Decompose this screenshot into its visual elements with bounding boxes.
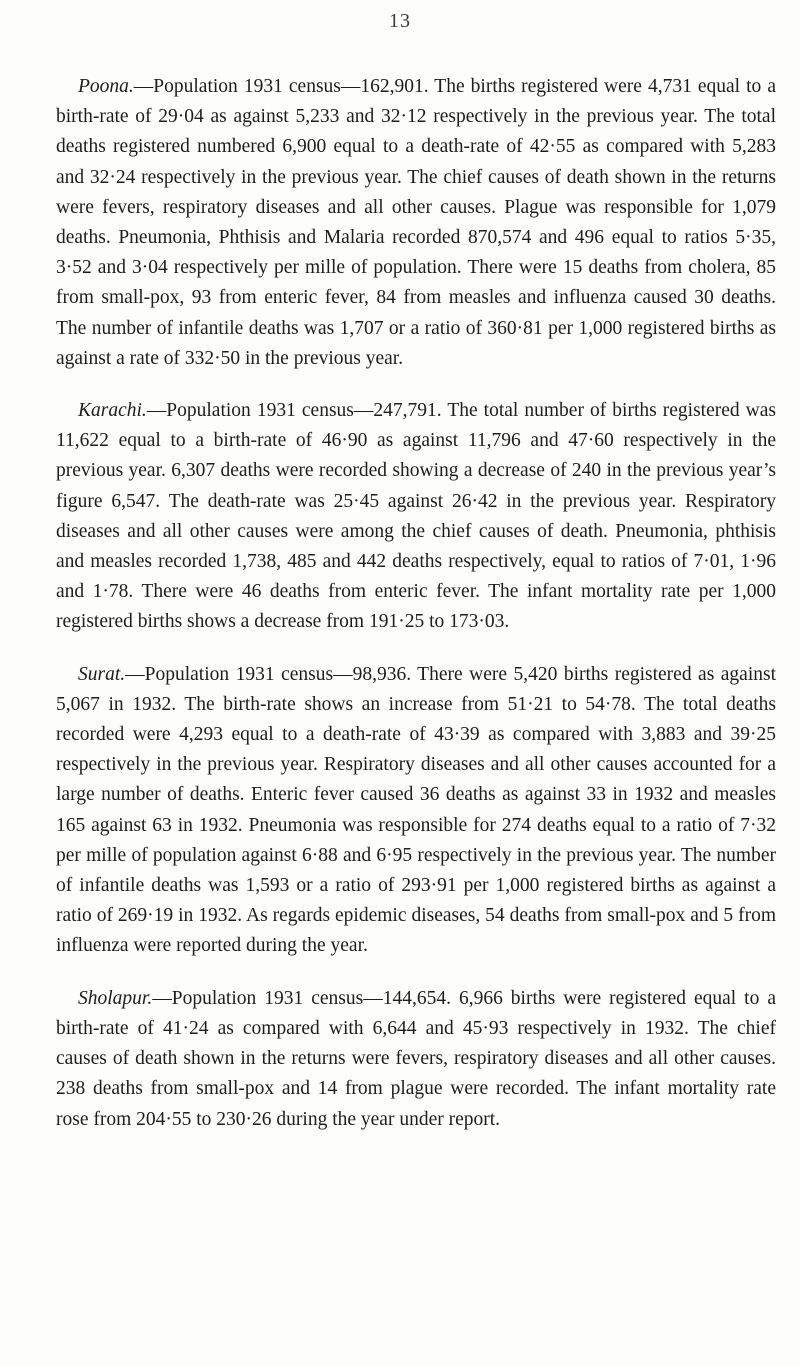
page-number: 13 [389, 10, 411, 32]
place-heading-sholapur: Sholapur. [78, 987, 153, 1009]
paragraph-text-sholapur: —Population 1931 census—144,654. 6,966 births were registered equal to a birth-rate of 41·24 as compared with 6,644 and 45·93 respectively in 1932. The chief causes of death shown in the returns were fevers, respiratory diseases and all other causes. 238 deaths from small-pox and 14 from plague were recorded. The infant mortality rate rose from 204·55 to 230·26 during the year under report. [56, 987, 776, 1130]
report-body [56, 72, 776, 1157]
place-heading-poona: Poona. [78, 76, 134, 97]
place-heading-surat: Surat. [78, 663, 126, 685]
paragraph-text-karachi: —Population 1931 census—247,791. The total number of births registered was 11,622 equal to a birth-rate of 46·90 as against 11,796 and 47·60 respectively in the previous year. 6,307 deaths were recorded showing a decrease of 240 in the previous year’s figure 6,547. The death-rate was 25·45 against 26·42 in the previous year. Respiratory diseases and all other causes were among the chief causes of death. Pneumonia, phthisis and measles recorded 1,738, 485 and 442 deaths respectively, equal to ratios of 7·01, 1·96 and 1·78. There were 46 deaths from enteric fever. The infant mortality rate per 1,000 registered births shows a decrease from 191·25 to 173·03. [56, 400, 776, 633]
place-heading-karachi: Karachi. [78, 400, 147, 422]
paragraph-text-surat: —Population 1931 census—98,936. There were 5,420 births registered as against 5,067 in 1932. The birth-rate shows an increase from 51·21 to 54·78. The total deaths recorded were 4,293 equal to a death-rate of 43·39 as compared with 3,883 and 39·25 respectively in the previous year. Respiratory diseases and all other causes accounted for a large number of deaths. Enteric fever caused 36 deaths as against 33 in 1932 and measles 165 against 63 in 1932. Pneumonia was responsible for 274 deaths equal to a ratio of 7·32 per mille of population against 6·88 and 6·95 respectively in the previous year. The number of infantile deaths was 1,593 or a ratio of 293·91 per 1,000 registered births as against a ratio of 269·19 in 1932. As regards epidemic diseases, 54 deaths from small-pox and 5 from influenza were reported during the year. [56, 663, 776, 957]
paragraph-karachi [56, 396, 776, 638]
paragraph-text-poona: —Population 1931 census—162,901. The births registered were 4,731 equal to a birth-rate of 29·04 as against 5,233 and 32·12 respectively in the previous year. The total deaths registered numbered 6,900 equal to a death-rate of 42·55 as compared with 5,283 and 32·24 respectively in the previous year. The chief causes of death shown in the returns were fevers, respiratory diseases and all other causes. Plague was responsible for 1,079 deaths. Pneumonia, Phthisis and Malaria recorded 870,574 and 496 equal to ratios 5·35, 3·52 and 3·04 respectively per mille of population. There were 15 deaths from cholera, 85 from small-pox, 93 from enteric fever, 84 from measles and influenza caused 30 deaths. The number of infantile deaths was 1,707 or a ratio of 360·81 per 1,000 registered births as against a rate of 332·50 in the previous year. [56, 76, 776, 369]
paragraph-poona [56, 72, 776, 374]
paragraph-sholapur [56, 984, 776, 1135]
paragraph-surat [56, 660, 776, 962]
